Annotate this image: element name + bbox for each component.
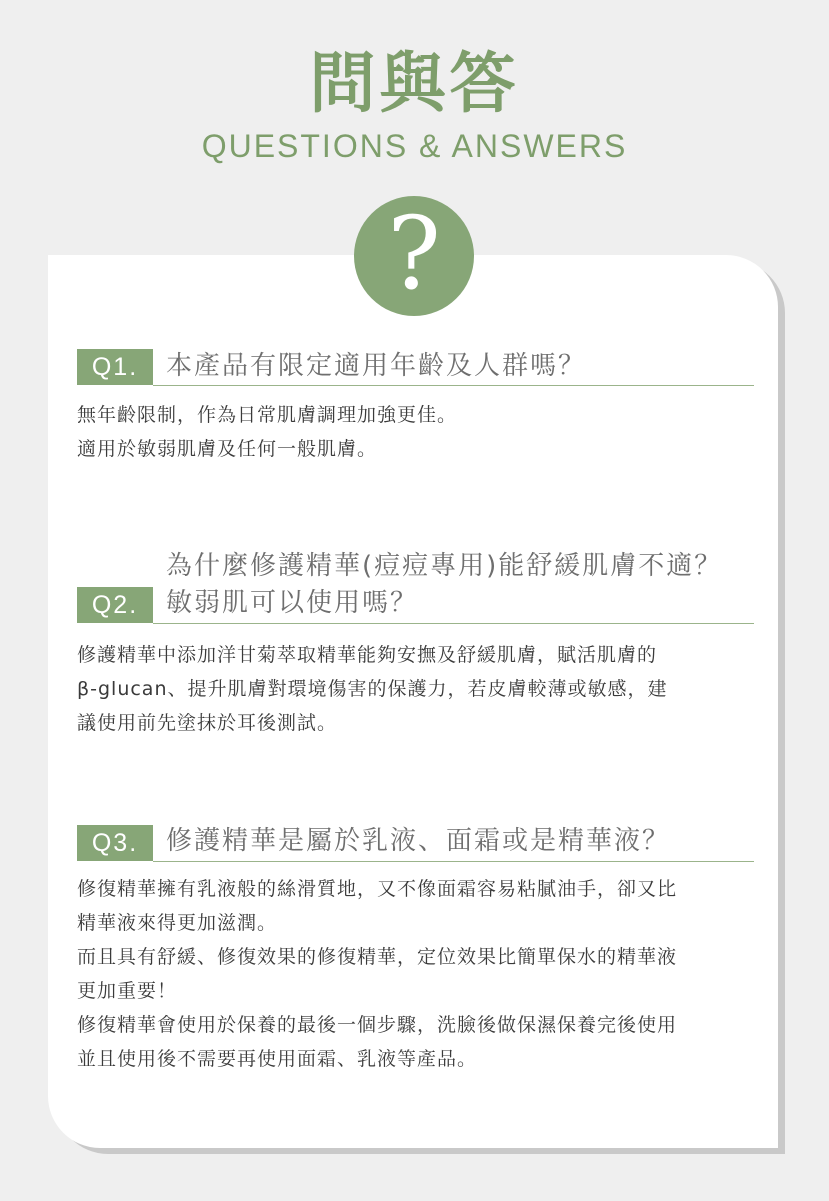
q3-answer-line: 並且使用後不需要再使用面霜、乳液等產品。 [77,1048,478,1070]
q2-underline [153,623,754,624]
q2-question-line1: 為什麼修護精華(痘痘專用)能舒緩肌膚不適？ [166,551,723,581]
q1-label: Q1. [77,349,153,385]
q3-underline [153,861,754,862]
q3-answer [77,872,757,1076]
q1-answer-line: 適用於敏弱肌膚及任何一般肌膚。 [77,438,378,460]
q3-answer-line: 修復精華會使用於保養的最後一個步驟，洗臉後做保濕保養完後使用 [77,1014,678,1036]
q1-question: 本產品有限定適用年齡及人群嗎？ [166,351,587,381]
page-subtitle: QUESTIONS & ANSWERS [201,128,628,164]
page-title: 問與答 [309,45,520,122]
question-mark-icon: ? [387,195,441,312]
q2-answer [77,638,757,740]
q3-answer-line: 而且具有舒緩、修復效果的修復精華，定位效果比簡單保水的精華液 [77,946,678,968]
q1-underline [153,385,754,386]
q1-answer [77,398,757,466]
q3-question: 修護精華是屬於乳液、面霜或是精華液？ [166,826,671,856]
q3-answer-line: 修復精華擁有乳液般的絲滑質地，又不像面霜容易粘膩油手，卻又比 [77,878,678,900]
q2-answer-line: β-glucan、提升肌膚對環境傷害的保護力，若皮膚較薄或敏感，建 [77,678,668,700]
q2-label: Q2. [77,587,153,623]
q2-answer-line: 修護精華中添加洋甘菊萃取精華能夠安撫及舒緩肌膚，賦活肌膚的 [77,644,658,666]
question-mark-badge [354,196,474,316]
q3-answer-line: 更加重要！ [77,980,178,1002]
q3-label: Q3. [77,825,153,861]
q2-question-line2: 敏弱肌可以使用嗎？ [166,588,419,618]
q3-answer-line: 精華液來得更加滋潤。 [77,912,278,934]
q1-answer-line: 無年齡限制，作為日常肌膚調理加強更佳。 [77,404,458,426]
q2-answer-line: 議使用前先塗抹於耳後測試。 [77,712,338,734]
